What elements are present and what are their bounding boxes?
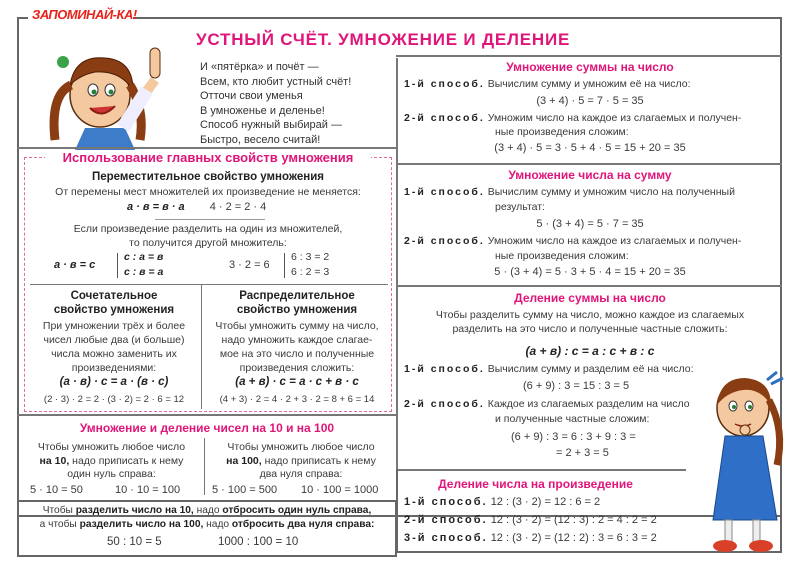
bold-na-10: на 10, (39, 454, 70, 467)
tens-right (206, 441, 396, 482)
poem-line: В умноженье и деленье! (200, 104, 325, 117)
t: отбросить один нуль справа, (222, 505, 372, 516)
sum-by-num-m1 (404, 78, 691, 90)
distributive-example: (4 + 3) · 2 = 4 · 2 + 3 · 2 = 8 + 6 = 14 (219, 394, 375, 405)
girl-pointing-illustration (35, 40, 185, 150)
num-by-sum-m1-ex: 5 · (3 + 4) = 5 · 7 = 35 (536, 218, 644, 230)
method-label: 2-й способ. (404, 398, 485, 410)
formula-abc: а · в = с (54, 259, 96, 271)
t: а чтобы (39, 519, 80, 530)
num-by-sum-m2b: ные произведения сложим: (495, 250, 629, 262)
tens-title: Умножение и деление чисел на 10 и на 100 (79, 421, 335, 435)
associative-title-2: свойство умножения (53, 304, 175, 316)
tens-left-ex1: 5 · 10 = 50 (30, 484, 83, 496)
commutative-text2b: то получится другой множитель: (129, 237, 287, 249)
method-label: 1-й способ. (404, 363, 485, 375)
properties-title: Использование главных свойств умножения (45, 150, 371, 165)
commutative-formula (127, 201, 266, 213)
assoc-line: произведениями: (71, 362, 157, 374)
bar-1 (117, 253, 118, 278)
num-by-sum-title: Умножение числа на сумму (508, 168, 672, 182)
associative-example: (2 · 3) · 2 = 2 · (3 · 2) = 2 · 6 = 12 (43, 394, 185, 405)
sum-by-num-m2-ex: (3 + 4) · 5 = 3 · 5 + 4 · 5 = 15 + 20 = 35 (494, 142, 686, 154)
associative-title-1: Сочетательное (70, 290, 158, 302)
t: надо (203, 519, 232, 530)
sum-by-num-m2 (404, 112, 741, 124)
tens-left-line2 (20, 455, 203, 469)
poem-line: И «пятёрка» и почёт — (200, 61, 319, 73)
distrib-line: надо умножить каждое слагае- (221, 334, 373, 346)
sum-div-text1: Чтобы разделить сумму на число, можно каждое из слагаемых (435, 309, 745, 321)
method-label: 1-й способ. (404, 186, 485, 198)
method-label: 2-й способ. (404, 514, 488, 526)
t: Умножим число на каждое из слагаемых и получен- (487, 235, 742, 247)
t: Каждое из слагаемых разделим на число (487, 398, 690, 410)
t: Вычислим сумму и умножим число на полученный (487, 186, 735, 198)
associative-formula: (а · в) · с = а · (в · с) (59, 376, 169, 388)
num-by-sum-m1 (404, 186, 735, 198)
distrib-line: Чтобы умножить сумму на число, (215, 320, 379, 332)
method-label: 2-й способ. (404, 112, 485, 124)
divider-properties (30, 284, 388, 285)
formula-ca: с : а = в (124, 251, 164, 263)
t: Умножим число на каждое из слагаемых и получен- (487, 112, 742, 124)
divider-assoc-distrib (201, 284, 202, 409)
tens-left-ex2: 10 · 10 = 100 (115, 484, 181, 496)
t: отбросить два нуля справа: (231, 519, 375, 530)
tens-right-ex2: 10 · 100 = 1000 (301, 484, 379, 496)
sum-div-m2-ex2: = 2 + 3 = 5 (556, 447, 609, 459)
distributive-title-1: Распределительное (239, 290, 355, 302)
sum-div-text2: разделить на это число и полученные частные сложить: (452, 323, 728, 335)
bold-na-100: на 100, (226, 454, 262, 467)
method-label: 1-й способ. (404, 78, 485, 90)
assoc-line: числа можно заменить их (51, 348, 177, 360)
div-tens-line2 (17, 519, 397, 530)
distributive-formula: (а + в) · с = а · с + в · с (235, 376, 359, 388)
example-4x2: 4 · 2 = 2 · 4 (209, 201, 267, 213)
num-by-sum-m2 (404, 235, 741, 247)
girl-thinking-illustration (705, 370, 790, 555)
commutative-text2a: Если произведение разделить на один из множителей, (73, 223, 343, 235)
div-tens-line1 (17, 505, 397, 516)
div-tens-ex2: 1000 : 100 = 10 (218, 536, 299, 548)
t: Чтобы (42, 505, 76, 516)
distributive-title-2: свойство умножения (236, 304, 358, 316)
sum-div-m2 (404, 398, 690, 410)
distributive-text (203, 319, 391, 375)
tens-right-line3: два нуля справа: (259, 468, 343, 480)
sum-div-title: Деление суммы на число (514, 291, 666, 305)
badge-zapominayka: ЗАПОМИНАЙ-КА! (32, 7, 137, 22)
divider-tens (17, 414, 397, 416)
t: разделить число на 10, (75, 505, 194, 516)
distrib-line: произведения сложить: (239, 362, 355, 374)
t: 12 : (3 · 2) = (12 : 2) : 3 = 6 : 3 = 2 (490, 532, 657, 544)
method-label: 2-й способ. (404, 235, 485, 247)
example-3x2: 3 · 2 = 6 (229, 259, 270, 271)
t: 12 : (3 · 2) = 12 : 6 = 2 (490, 496, 601, 508)
tens-left (20, 441, 203, 482)
divider-header (17, 147, 397, 149)
distrib-line: мое на это число и полученные (219, 348, 375, 360)
poem-line: Быстро, весело считай! (200, 133, 321, 146)
divider-tens-vertical (204, 438, 205, 495)
example-6d2: 6 : 2 = 3 (291, 266, 330, 278)
sum-by-num-m1-ex: (3 + 4) · 5 = 7 · 5 = 35 (536, 95, 644, 107)
sum-by-num-m2b: ные произведения сложим: (495, 126, 629, 138)
text: надо приписать к нему (69, 454, 184, 467)
method-label: 3-й способ. (404, 532, 488, 544)
tens-right-ex1: 5 · 100 = 500 (212, 484, 278, 496)
tens-left-line1: Чтобы умножить любое число (37, 441, 186, 453)
divider-commutative (155, 219, 265, 220)
sum-div-formula: (а + в) : с = а : с + в : с (525, 344, 655, 358)
tens-right-line1: Чтобы умножить любое число (227, 441, 375, 453)
assoc-line: При умножении трёх и более (42, 320, 186, 332)
t: разделить число на 100, (79, 519, 204, 530)
sum-div-m1-ex: (6 + 9) : 3 = 15 : 3 = 5 (523, 380, 630, 392)
divider-vertical-main (396, 58, 398, 517)
commutative-text: От перемены мест множителей их произведение не меняется: (55, 186, 361, 198)
tens-right-line2 (206, 455, 396, 469)
poem (200, 60, 351, 147)
text: надо приписать к нему (261, 454, 376, 467)
assoc-line: чисел любые два (и больше) (43, 334, 185, 346)
div-tens-ex1: 50 : 10 = 5 (107, 536, 162, 548)
formula-abba: а · в = в · а (127, 201, 185, 213)
t: Вычислим сумму и умножим её на число: (487, 78, 691, 90)
num-by-sum-m1b: результат: (495, 201, 545, 213)
poem-line: Всем, кто любит устный счёт! (200, 75, 352, 88)
divider-right-3 (396, 285, 782, 287)
t: Вычислим сумму и разделим её на число: (487, 363, 694, 375)
associative-text (28, 319, 200, 375)
sum-div-m1 (404, 363, 694, 375)
formula-cb: с : в = а (124, 266, 164, 278)
divider-right-2 (396, 163, 782, 165)
bar-2 (284, 253, 285, 278)
t: надо (193, 505, 223, 516)
sum-by-num-title: Умножение суммы на число (506, 60, 674, 74)
poem-line: Отточи свои уменья (200, 90, 303, 102)
page-title: УСТНЫЙ СЧЁТ. УМНОЖЕНИЕ И ДЕЛЕНИЕ (196, 30, 571, 49)
divider-right-top (396, 55, 782, 57)
sum-div-m2-ex1: (6 + 9) : 3 = 6 : 3 + 9 : 3 = (511, 431, 636, 443)
tens-left-line3: один нуль справа: (67, 468, 156, 480)
sum-div-m2b: и полученные частные сложим: (495, 413, 650, 425)
poem-line: Способ нужный выбирай — (200, 119, 342, 131)
commutative-title: Переместительное свойство умножения (91, 171, 324, 183)
example-6d3: 6 : 3 = 2 (291, 251, 330, 263)
num-by-sum-m2-ex: 5 · (3 + 4) = 5 · 3 + 5 · 4 = 15 + 20 = 35 (494, 266, 686, 278)
t: 12 : (3 · 2) = (12 : 3) : 2 = 4 : 2 = 2 (490, 514, 657, 526)
method-label: 1-й способ. (404, 496, 488, 508)
num-div-prod-title: Деление числа на произведение (438, 477, 633, 491)
